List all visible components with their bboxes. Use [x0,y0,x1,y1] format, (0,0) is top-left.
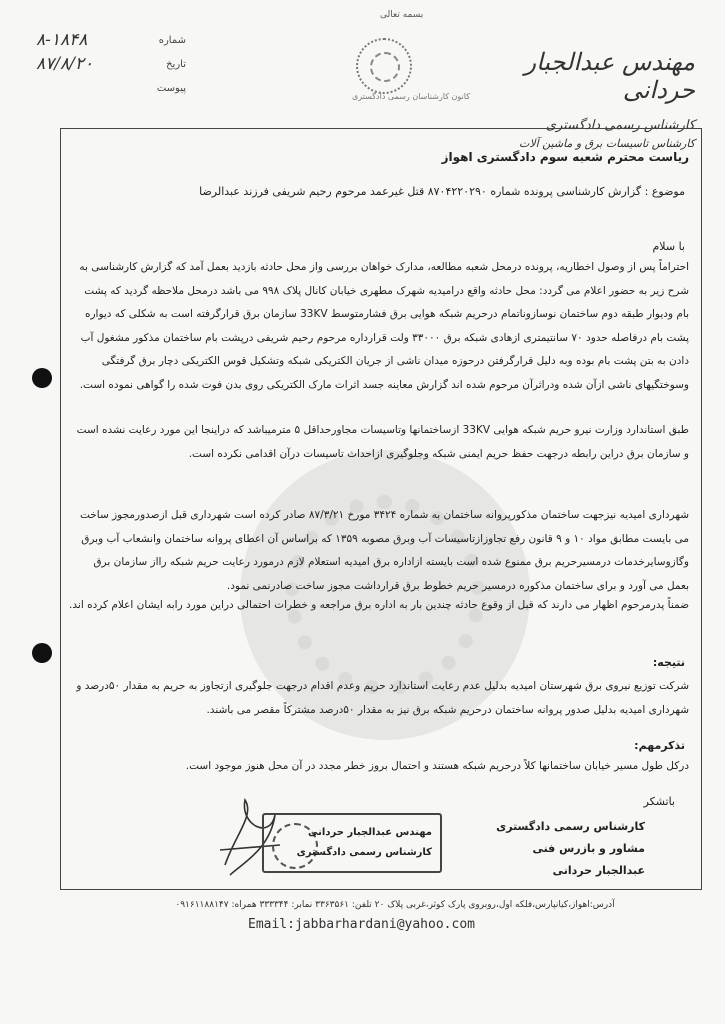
subject-line: موضوع : گزارش کارشناسی پرونده شماره ۸۷۰۴۲۲۰۲۹۰ قتل غیرعمد مرحوم رحیم شریفی فرزند عبدالرضا [199,185,685,198]
signature-line: کارشناس رسمی دادگستری [496,820,645,833]
addressee: ریاست محترم شعبه سوم دادگستری اهواز [441,150,689,164]
result-heading: نتیجه: [652,656,685,669]
body-paragraph: طبق استاندارد وزارت نیرو حریم شبکه هوایی 33KV ازساختمانها وتاسیسات مجاورحداقل ۵ مترمیباشد که دراینجا این مورد رعایت نشده است و سازمان برق دراین رابطه درجهت حفظ حریم ایمنی شبکه وجلوگیری ازاحداث تاسیسات درآن اقدامی نکرده است. [76,424,689,460]
stamp-line: مهندس عبدالجبار حردانی [308,827,432,838]
emblem-logo [356,38,412,94]
signature-line: عبدالجبار حردانی [552,864,645,877]
signature-line: مشاور و بازرس فنی [532,842,645,855]
body-paragraph: ضمناً پدرمرحوم اظهار می دارند که قبل از وقوع حادثه چندین بار به اداره برق مراجعه و خطرات احتمالی دراین مورد رابه ایشان اعلام کرده اند. [69,599,689,611]
letterhead-name: مهندس عبدالجبار حردانی [524,48,695,104]
body-paragraph: احتراماً پس از وصول اخطاریه، پرونده درمحل شعبه مطالعه، مدارک خواهان بررسی واز محل حادثه بازدید بعمل آمد که گزارش کارشناسی به شرح زیر به حضور اعلام می گردد: محل حادثه واقع درامیدیه شهرک مطهری خیابان کانال پلاک ۹۹۸ می باشد درمحل ملاحظه گردید که پشت بام ودیوار طبقه دوم ساختمان نوسازوناتمام درحریم شبکه هوایی برق فشارمتوسط 33KV سازمان برق قرارگرفته است به شکلی که دیواره پشت بام درفاصله حدود ۷۰ سانتیمتری ازهادی شبکه برق ۳۳۰۰۰ ولت قرارداره مرحوم رحیم شریفی درپشت بام ساختمان مذکور مشغول آب دادن به بتن پشت بام بوده وبه دلیل قرارگرفتن درحوزه میدان ناشی از جریان الکتریکی شبکه وتشکیل قوس الکتریکی دچار برق گرفتگی وسوختگیهای ناشی ازآن شده ودراثرآن مرحوم شده اند گزارش معاینه جسد اثرات مارک الکتریکی روی بدن فوت شده را گواهی نموده است. [79,261,689,391]
header-meta [36,28,186,100]
footer-email: Email:jabbarhardani@yahoo.com [248,917,475,932]
note-paragraph: درکل طول مسیر خیابان ساختمانها کلاً درحریم شبکه هستند و احتمال بروز خطر مجدد در آن محل هنوز موجود است. [185,760,689,772]
punch-hole [32,643,52,663]
stamp-text [297,823,432,863]
body-paragraph: شهرداری امیدیه نیزجهت ساختمان مذکورپروانه ساختمان به شماره ۳۴۲۴ مورخ ۸۷/۳/۲۱ صادر کرده است شهرداری قبل ازصدورمجوز ساخت می بایست مطابق مواد ۱۰ و ۹ قانون رفع تجاوزازتاسیسات آب وبرق مصوبه ۱۳۵۹ که براساس آن اعطای پروانه ساختمان وانشعاب آب وبرق وگازوسایرخدمات درمسیرحریم برق ممنوع شده است بایسته ازاداره برق امیدیه استعلام لازم درمورد رعایت حریم شبکه رااز سازمان برق بعمل می آورد و برای ساختمان مذکوره درمسیر حریم خطوط برق قرارداشت مجوز ساخت صادرنمی نمود. [79,509,689,592]
footer-address: آدرس:اهواز،کیانپارس،فلکه اول،روبروی پارک کوثر،غربی پلاک ۲۰ تلفن: ۳۳۶۳۵۶۱ نمابر: ۳۳۳۳۴۴ همراه: ۰۹۱۶۱۱۸۸۱۴۷ [175,900,615,910]
number-value: ۸-۱۸۴۸ [36,30,88,50]
letterhead-subtitle: کارشناس تاسیسات برق و ماشین آلات [519,137,695,150]
stamp-line: کارشناس رسمی دادگستری [296,847,432,858]
signature-block [496,816,645,882]
date-value: ۸۷/۸/۲۰ [36,54,94,74]
signoff: باتشکر [643,795,675,808]
date-row [36,52,186,76]
attachment-label: پیوست [156,82,186,94]
logo-caption: کانون کارشناسان رسمی دادگستری [352,92,471,101]
letterhead-title: کارشناس رسمی دادگستری [545,118,695,133]
date-label: تاریخ [166,58,186,70]
number-label: شماره [158,34,186,46]
attachment-row [36,76,186,100]
greeting: با سلام [652,240,685,253]
result-paragraph: شرکت توزیع نیروی برق شهرستان امیدیه بدلیل عدم رعایت استاندارد حریم وعدم اقدام درجهت جلوگیری ازتجاوز به حریم به مقدار ۵۰درصد و شهرداری امیدیه بدلیل صدور پروانه ساختمان درحریم شبکه برق نیز به مقدار ۵۰درصد مشترکاً مقصر می باشند. [76,680,689,716]
official-stamp [262,813,442,873]
punch-hole [32,368,52,388]
number-row [36,28,186,52]
header-invocation: بسمه تعالی [380,10,424,20]
note-heading: تذکرمهم: [634,739,685,752]
